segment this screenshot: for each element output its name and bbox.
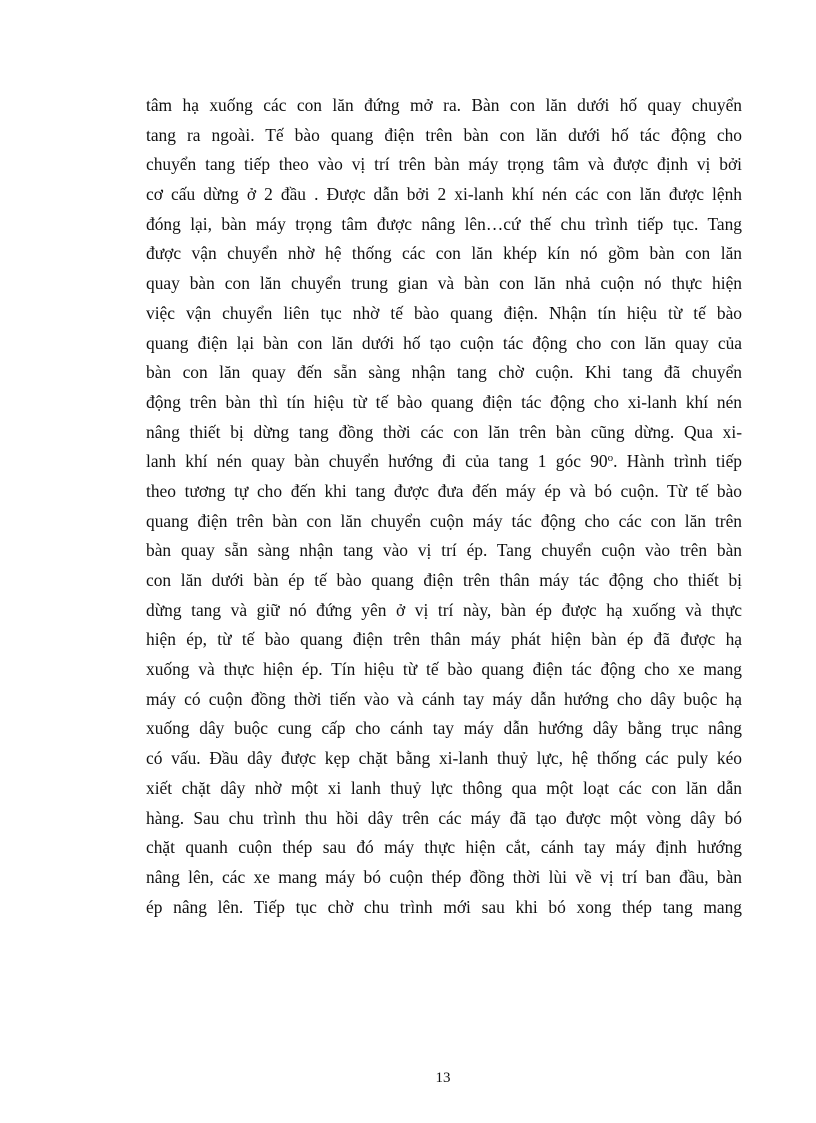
- text-line: được vận chuyển nhờ hệ thống các con lăn khép kín nó gồm bàn con lăn: [146, 243, 742, 264]
- text-line: bàn quay sẵn sàng nhận tang vào vị trí ép. Tang chuyển cuộn vào trên bàn: [146, 540, 742, 561]
- text-line: hiện ép, từ tế bào quang điện trên thân máy phát hiện bàn ép đã được hạ: [146, 629, 742, 650]
- text-line: xiết chặt dây nhờ một xi lanh thuỷ lực thông qua một loạt các con lăn dẫn: [146, 777, 742, 798]
- text-segment: lanh khí nén quay bàn chuyển hướng đi của tang 1 góc 90: [146, 451, 608, 472]
- text-line: chuyển tang tiếp theo vào vị trí trên bàn máy trọng tâm và được định vị bởi: [146, 154, 742, 175]
- text-line: chặt quanh cuộn thép sau đó máy thực hiện cắt, cánh tay máy định hướng: [146, 837, 742, 858]
- text-line: theo tương tự cho đến khi tang được đưa đến máy ép và bó cuộn. Từ tế bào: [146, 480, 742, 501]
- text-line: hàng. Sau chu trình thu hồi dây trên các máy đã tạo được một vòng dây bó: [146, 807, 742, 828]
- text-line: quang điện trên bàn con lăn chuyển cuộn máy tác động cho các con lăn trên: [146, 510, 742, 531]
- page-number: 13: [435, 1070, 451, 1086]
- text-line: quay bàn con lăn chuyển trung gian và bàn con lăn nhả cuộn nó thực hiện: [146, 273, 742, 294]
- text-line-with-degree: [146, 447, 742, 477]
- text-line: tang ra ngoài. Tế bào quang điện trên bàn con lăn dưới hố tác động cho: [146, 124, 742, 145]
- text-line: dừng tang và giữ nó đứng yên ở vị trí này, bàn ép được hạ xuống và thực: [146, 599, 742, 620]
- text-line: có vấu. Đầu dây được kẹp chặt bằng xi-lanh thuỷ lực, hệ thống các puly kéo: [146, 748, 742, 769]
- text-line: động trên bàn thì tín hiệu từ tế bào quang điện tác động cho xi-lanh khí nén: [146, 391, 742, 412]
- text-line: máy có cuộn đồng thời tiến vào và cánh tay máy dẫn hướng cho dây buộc hạ: [146, 688, 742, 709]
- text-line: quang điện lại bàn con lăn dưới hố tạo cuộn tác động cho con lăn quay của: [146, 332, 742, 353]
- text-line: xuống và thực hiện ép. Tín hiệu từ tế bào quang điện tác động cho xe mang: [146, 659, 742, 680]
- text-line: việc vận chuyển liên tục nhờ tế bào quang điện. Nhận tín hiệu từ tế bào: [146, 302, 742, 323]
- text-line: nâng thiết bị dừng tang đồng thời các con lăn trên bàn cũng dừng. Qua xi-: [146, 421, 742, 442]
- degree-superscript: o: [607, 452, 614, 465]
- text-line: đóng lại, bàn máy trọng tâm được nâng lên…cứ thế chu trình tiếp tục. Tang: [146, 213, 742, 234]
- body-paragraph: [146, 91, 742, 922]
- text-line: xuống dây buộc cung cấp cho cánh tay máy dẫn hướng dây bằng trục nâng: [146, 718, 742, 739]
- text-line: cơ cấu dừng ở 2 đầu . Được dẫn bởi 2 xi-lanh khí nén các con lăn được lệnh: [146, 184, 742, 205]
- text-line: con lăn dưới bàn ép tế bào quang điện trên thân máy tác động cho thiết bị: [146, 570, 742, 590]
- text-line: ép nâng lên. Tiếp tục chờ chu trình mới sau khi bó xong thép tang mang: [146, 896, 742, 917]
- text-line: tâm hạ xuống các con lăn đứng mở ra. Bàn con lăn dưới hố quay chuyển: [146, 95, 742, 115]
- text-line: nâng lên, các xe mang máy bó cuộn thép đồng thời lùi về vị trí ban đầu, bàn: [146, 866, 742, 887]
- text-line: bàn con lăn quay đến sẵn sàng nhận tang chờ cuộn. Khi tang đã chuyển: [146, 362, 742, 383]
- text-segment: . Hành trình tiếp: [613, 451, 742, 472]
